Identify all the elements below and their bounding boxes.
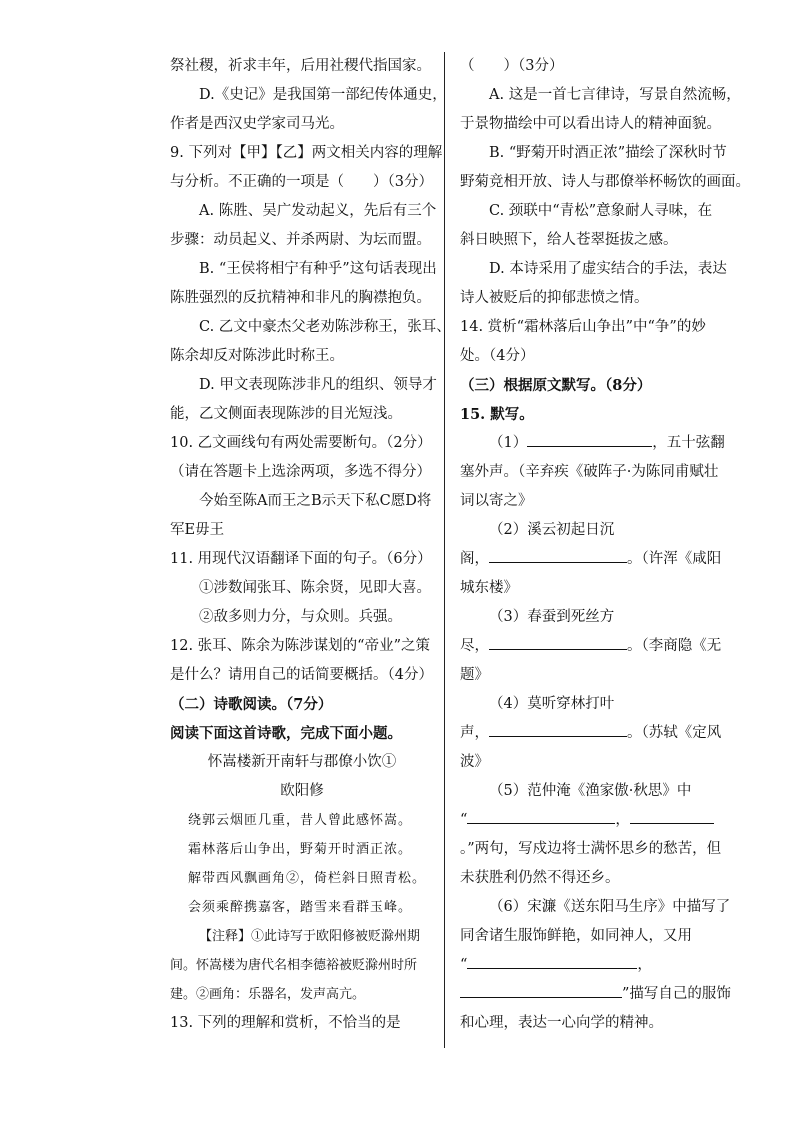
option-c-line: C. 乙文中豪杰父老劝陈涉称王，张耳、 [199, 319, 451, 335]
question-13: 13. 下列的理解和赏析，不恰当的是 [170, 1015, 401, 1031]
option-d-line: D. 本诗采用了虚实结合的手法，表达 [489, 261, 727, 277]
dictation-item-1: （1） ，五十弦翻 [460, 429, 728, 458]
left-column [170, 52, 451, 1038]
fill-blank[interactable] [467, 807, 615, 824]
dictation-line: ”描写自己的服饰 [460, 980, 728, 1009]
dictation-line: “ ， [460, 951, 728, 980]
text-line: 斜日映照下，给人苍翠挺拔之感。 [460, 232, 678, 248]
dictation-item-4: （4）莫听穿林打叶 [489, 696, 615, 712]
dictation-item-3: （3）春蚕到死丝方 [489, 609, 615, 625]
option-b-line: B. “王侯将相宁有种乎”这句话表现出 [199, 261, 437, 277]
poem-line: 会须乘醉携嘉客，踏雪来看群玉峰。 [188, 900, 413, 915]
poem-note: 间。怀嵩楼为唐代名相李德裕被贬滁州时所 [170, 958, 418, 973]
text-line: 题》 [460, 667, 489, 683]
question-9: 9. 下列对【甲】【乙】两文相关内容的理解 [170, 145, 443, 161]
fill-blank[interactable] [460, 981, 622, 998]
poem-line: 霜林落后山争出，野菊开时酒正浓。 [188, 842, 413, 857]
poetry-instructions: 阅读下面这首诗歌，完成下面小题。 [170, 725, 402, 742]
option-d-line: D.《史记》是我国第一部纪传体通史， [199, 87, 447, 103]
text-line: 处。（4分） [460, 348, 535, 364]
option-c-line: C. 颈联中“青松”意象耐人寻味，在 [489, 203, 713, 219]
poem-title: 怀嵩楼新开南轩与郡僚小饮① [207, 754, 397, 770]
translate-sentence-1: ①涉数闻张耳、陈余贤，见即大喜。 [199, 580, 431, 596]
poem-note: 建。②画角：乐器名，发声高亢。 [170, 987, 366, 1002]
dictation-item-6: （6）宋濂《送东阳马生序》中描写了 [489, 899, 731, 915]
fill-blank[interactable] [489, 720, 627, 737]
fill-blank[interactable] [489, 546, 627, 563]
question-10: 10. 乙文画线句有两处需要断句。（2分） [170, 435, 432, 451]
option-b-line: B. “野菊开时酒正浓”描绘了深秋时节 [489, 145, 727, 161]
poem-note: 【注释】①此诗写于欧阳修被贬滁州期 [199, 929, 421, 944]
fill-blank[interactable] [467, 952, 637, 969]
fill-blank[interactable] [630, 807, 714, 824]
section-heading-dictation: （三）根据原文默写。（8分） [460, 377, 652, 394]
text-line: 同舍诸生服饰鲜艳，如同神人，又用 [460, 928, 692, 944]
dictation-line: 尽， 。（李商隐《无 [460, 632, 728, 661]
option-d-line: D. 甲文表现陈涉非凡的组织、领导才 [199, 377, 437, 393]
text-line: 词以寄之》 [460, 493, 533, 509]
text-line: 是什么？请用自己的话简要概括。（4分） [170, 667, 433, 683]
column-divider [444, 52, 445, 1048]
text-line: 步骤：动员起义、并杀两尉、为坛而盟。 [170, 232, 431, 248]
text-line: 波》 [460, 754, 489, 770]
poem-line: 绕郭云烟匝几重，昔人曾此感怀嵩。 [188, 813, 413, 828]
question-14: 14. 赏析“霜林落后山争出”中“争”的妙 [460, 319, 706, 335]
answer-paren: （ ）（3分） [460, 58, 564, 74]
dictation-line: 阁， 。（许浑《咸阳 [460, 545, 728, 574]
dictation-item-5: （5）范仲淹《渔家傲·秋思》中 [489, 783, 692, 799]
text-line: 未获胜利仍然不得还乡。 [460, 870, 620, 886]
poem-line: 解带西风飘画角②，倚栏斜日照青松。 [188, 871, 427, 886]
text-line: 陈胜强烈的反抗精神和非凡的胸襟抱负。 [170, 290, 431, 306]
dictation-item-2: （2）溪云初起日沉 [489, 522, 615, 538]
text-line: 军E毋王 [170, 522, 225, 538]
dictation-line: 声， 。（苏轼《定风 [460, 719, 728, 748]
option-a-line: A. 陈胜、吴广发动起义，先后有三个 [199, 203, 437, 219]
text-line: 于景物描绘中可以看出诗人的精神面貌。 [460, 116, 721, 132]
section-heading-poetry: （二）诗歌阅读。（7分） [170, 696, 333, 713]
text-line: 陈余却反对陈涉此时称王。 [170, 348, 344, 364]
text-line: 诗人被贬后的抑郁悲愤之情。 [460, 290, 649, 306]
text-line: 和心理，表达一心向学的精神。 [460, 1015, 663, 1031]
dictation-line: “ ， [460, 806, 728, 835]
translate-sentence-2: ②敌多则力分，与众则。兵强。 [199, 609, 402, 625]
text-line: 野菊竞相开放、诗人与郡僚举杯畅饮的画面。 [460, 174, 750, 190]
option-a-line: A. 这是一首七言律诗，写景自然流畅， [489, 87, 741, 103]
text-line: 塞外声。（辛弃疾《破阵子·为陈同甫赋壮 [460, 464, 719, 480]
question-15: 15. 默写。 [460, 406, 534, 423]
text-line: 。”两句，写戍边将士满怀思乡的愁苦，但 [460, 841, 722, 857]
right-column [460, 52, 750, 1038]
sentence-to-punctuate: 今始至陈A而王之B示天下私C愿D将 [199, 493, 432, 509]
question-12: 12. 张耳、陈余为陈涉谋划的“帝业”之策 [170, 638, 430, 654]
text-line: 祭社稷，祈求丰年，后用社稷代指国家。 [170, 58, 431, 74]
text-line: 城东楼》 [460, 580, 518, 596]
text-line: （请在答题卡上选涂两项，多选不得分） [170, 464, 431, 480]
poem-author: 欧阳修 [280, 783, 324, 799]
text-line: 作者是西汉史学家司马光。 [170, 116, 344, 132]
question-11: 11. 用现代汉语翻译下面的句子。（6分） [170, 551, 432, 567]
text-line: 能，乙文侧面表现陈涉的目光短浅。 [170, 406, 402, 422]
fill-blank[interactable] [527, 430, 652, 447]
text-line: 与分析。不正确的一项是（ ）（3分） [170, 174, 433, 190]
fill-blank[interactable] [489, 633, 627, 650]
